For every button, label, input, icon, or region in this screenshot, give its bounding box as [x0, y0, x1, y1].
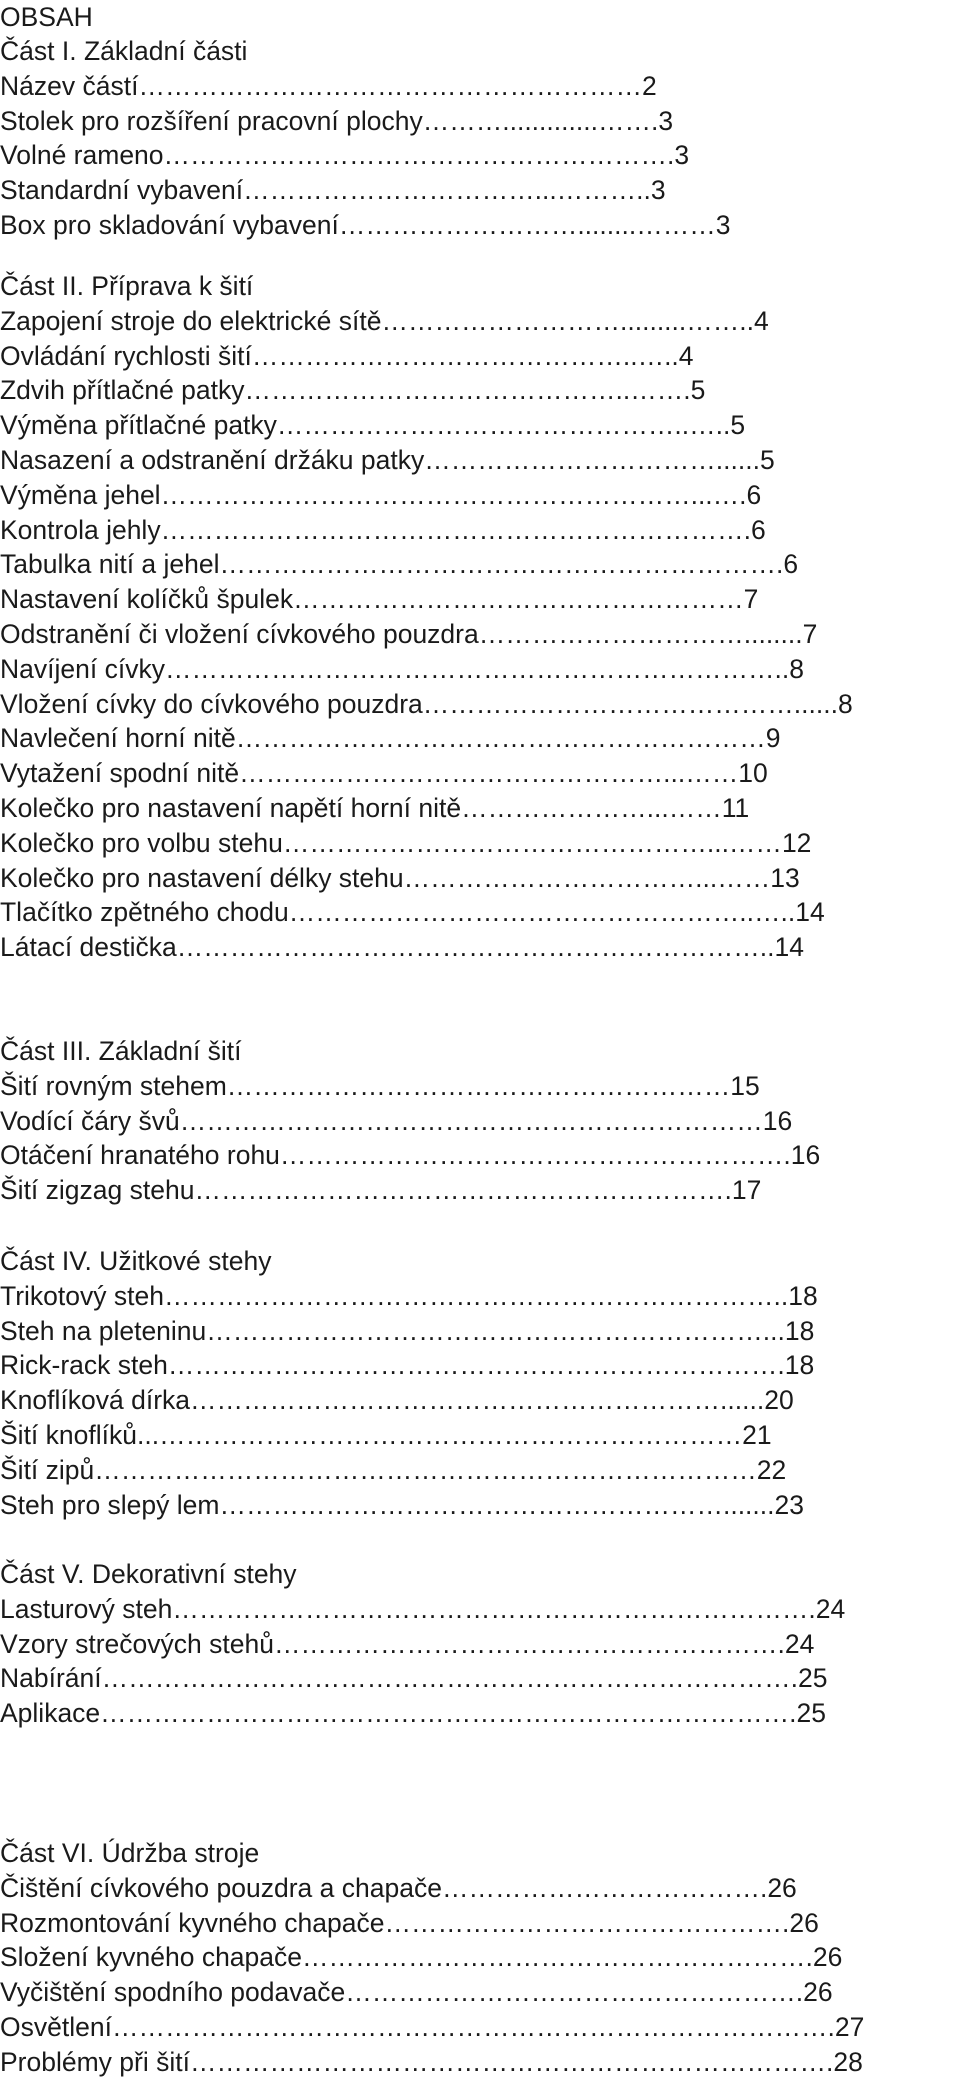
entry-title: Vytažení spodní nitě: [0, 758, 240, 788]
dot-leader: ………………………………………………….: [273, 1629, 785, 1659]
toc-entry[interactable]: [0, 861, 932, 896]
toc-entry[interactable]: [0, 1138, 932, 1173]
dot-leader: ……………………………………..……: [244, 375, 684, 405]
entry-title: Aplikace: [0, 1698, 101, 1728]
section-heading: Část IV. Užitkové stehy: [0, 1246, 272, 1276]
dot-leader: ………………………………………………….: [302, 1942, 813, 1972]
toc-entry[interactable]: [0, 1975, 932, 2010]
dot-leader: ……………………………….: [441, 1873, 768, 1903]
dot-leader: ……………………………………………………......: [190, 1385, 765, 1415]
page-number: 22: [756, 1455, 787, 1485]
entry-title: Rick-rack steh: [0, 1350, 168, 1380]
dot-leader: ……………………………………………………...….: [160, 480, 747, 510]
page-number: 14: [795, 897, 825, 927]
entry-title: Ovládání rychlosti šití: [0, 341, 252, 371]
page-number: 9: [765, 723, 781, 753]
toc-entry[interactable]: [0, 756, 932, 791]
toc-entry[interactable]: [0, 1940, 932, 1975]
page-number: 24: [784, 1629, 815, 1659]
page-number: 6: [783, 549, 799, 579]
section-heading: Část II. Příprava k šití: [0, 271, 254, 301]
page-number: 23: [774, 1490, 804, 1520]
toc-entry[interactable]: [0, 2045, 932, 2080]
toc-entry[interactable]: [0, 478, 932, 513]
toc-entry[interactable]: [0, 930, 932, 965]
entry-title: Výměna jehel: [0, 480, 161, 510]
page-number: 18: [784, 1350, 815, 1380]
document-title: OBSAH: [0, 2, 93, 32]
dot-leader: ……………………………………………………………………….: [111, 2012, 835, 2042]
toc-entry[interactable]: [0, 513, 932, 548]
toc-entry[interactable]: [0, 104, 932, 139]
toc-entry[interactable]: [0, 2010, 932, 2045]
page-number: 26: [789, 1908, 819, 1938]
dot-leader: …………………………………………………: [226, 1071, 731, 1101]
entry-title: Vložení cívky do cívkového pouzdra: [0, 689, 423, 719]
toc-entry[interactable]: [0, 1348, 932, 1383]
entry-title: Lasturový steh: [0, 1594, 173, 1624]
dot-leader: ……………………………………………………………….: [172, 1594, 816, 1624]
dot-leader: ……………………………………......: [422, 689, 838, 719]
toc-entry[interactable]: [0, 791, 932, 826]
entry-title: Šití zigzag stehu: [0, 1175, 195, 1205]
toc-entry[interactable]: [0, 826, 932, 861]
dot-leader: ………………………………………………………….: [160, 515, 751, 545]
toc-entry[interactable]: [0, 1314, 932, 1349]
dot-leader: ……………………………………………………….: [219, 549, 784, 579]
dot-leader: …………………………………………………………..: [176, 932, 775, 962]
toc-entry[interactable]: [0, 1383, 932, 1418]
page-number: 18: [788, 1281, 818, 1311]
entry-title: Vyčištění spodního podavače: [0, 1977, 346, 2007]
entry-title: Zdvih přítlačné patky: [0, 375, 245, 405]
entry-title: Stolek pro rozšíření pracovní plochy: [0, 106, 423, 136]
entry-title: Navlečení horní nitě: [0, 723, 236, 753]
page-number: 24: [815, 1594, 846, 1624]
page-number: 28: [833, 2047, 863, 2077]
toc-entry[interactable]: [0, 895, 932, 930]
dot-leader: ……………………………......: [424, 445, 760, 475]
page-number: 26: [812, 1942, 843, 1972]
page-number: 6: [750, 515, 766, 545]
dot-leader: ……………………………………………: [293, 584, 744, 614]
entry-title: Šití zipů: [0, 1455, 95, 1485]
dot-leader: ……………………………………….: [384, 1908, 790, 1938]
entry-title: Knoflíková dírka: [0, 1385, 191, 1415]
toc-entry[interactable]: [0, 1627, 932, 1662]
toc-entry[interactable]: [0, 1279, 932, 1314]
toc-entry[interactable]: [0, 1592, 932, 1627]
entry-title: Nasazení a odstranění držáku patky: [0, 445, 425, 475]
entry-title: Výměna přítlačné patky: [0, 410, 277, 440]
section-heading: Část I. Základní části: [0, 36, 248, 66]
toc-entry[interactable]: [0, 208, 932, 243]
dot-leader: ………………………………………………….: [279, 1140, 791, 1170]
dot-leader: ……….............……: [422, 106, 651, 136]
toc-entry[interactable]: [0, 1661, 932, 1696]
dot-leader: ……………………….........……..: [381, 306, 754, 336]
page-number: 26: [767, 1873, 797, 1903]
page-number: 16: [762, 1106, 793, 1136]
entry-title: Látací destička: [0, 932, 177, 962]
entry-title: Kolečko pro nastavení napětí horní nitě: [0, 793, 462, 823]
entry-title: Nastavení kolíčků špulek: [0, 584, 294, 614]
dot-leader: …………………………………………………………………….: [101, 1663, 799, 1693]
dot-leader: ………………………………………………………...: [206, 1316, 785, 1346]
entry-title: Kontrola jehly: [0, 515, 161, 545]
page-number: 16: [790, 1140, 821, 1170]
dot-leader: ……………………………...……: [403, 863, 771, 893]
entry-title: Rozmontování kyvného chapače: [0, 1908, 385, 1938]
dot-leader: …………………………………………………………….: [164, 654, 782, 684]
section-heading: Část V. Dekorativní stehy: [0, 1559, 297, 1589]
page-number: 21: [742, 1420, 772, 1450]
page-number: 17: [731, 1175, 762, 1205]
page-number: 15: [730, 1071, 760, 1101]
section-heading: Část III. Základní šití: [0, 1036, 242, 1066]
dot-leader: ……………………………………………………………..: [163, 1281, 789, 1311]
dot-leader: …………………………………………...……: [239, 758, 739, 788]
entry-title: Osvětlení: [0, 2012, 112, 2042]
entry-title: Problémy při šití: [0, 2047, 190, 2077]
page-number: 6: [746, 480, 762, 510]
dot-leader: ………………………………………………….......: [219, 1490, 775, 1520]
page-number: 20: [764, 1385, 794, 1415]
dot-leader: …………………………........: [478, 619, 803, 649]
page-number: .5: [683, 375, 706, 405]
toc-entry[interactable]: [0, 617, 932, 652]
page-number: 3: [650, 175, 666, 205]
dot-leader: ……………………………………..…..: [251, 341, 679, 371]
page-number: 3: [715, 210, 731, 240]
entry-title: Navíjení cívky: [0, 654, 165, 684]
toc-entry[interactable]: [0, 1104, 932, 1139]
entry-title: Šití knoflíků: [0, 1420, 137, 1450]
page-number: 10: [738, 758, 768, 788]
dot-leader: …………………………………………………………………….: [100, 1698, 797, 1728]
toc-entry[interactable]: [0, 547, 932, 582]
page-number: 13: [770, 863, 800, 893]
entry-title: Kolečko pro volbu stehu: [0, 828, 283, 858]
entry-title: Standardní vybavení: [0, 175, 244, 205]
dot-leader: …………………………………………………………….: [167, 1350, 785, 1380]
entry-title: Otáčení hranatého rohu: [0, 1140, 280, 1170]
page-number: 8: [837, 689, 853, 719]
toc-entry[interactable]: [0, 721, 932, 756]
dot-leader: …………………...……: [461, 793, 722, 823]
toc-entry[interactable]: [0, 1488, 932, 1523]
entry-title: Trikotový steh: [0, 1281, 164, 1311]
page-number: 4: [754, 306, 769, 336]
entry-title: Steh na pleteninu: [0, 1316, 207, 1346]
entry-title: Tabulka nití a jehel: [0, 549, 220, 579]
toc-entry[interactable]: [0, 1871, 932, 1906]
entry-title: Box pro skladování vybavení: [0, 210, 339, 240]
page-number: 26: [803, 1977, 833, 2007]
entry-title: Tlačítko zpětného chodu: [0, 897, 289, 927]
toc-entry[interactable]: [0, 582, 932, 617]
page-number: 25: [798, 1663, 828, 1693]
entry-title: Volné rameno: [0, 140, 164, 170]
toc-entry[interactable]: [0, 687, 932, 722]
dot-leader: ………………………........………: [338, 210, 716, 240]
toc-entry[interactable]: [0, 304, 932, 339]
dot-leader: ……………………………………………..…..: [288, 897, 796, 927]
page-number: 25: [796, 1698, 827, 1728]
toc-entry[interactable]: [0, 652, 932, 687]
dot-leader: ……………………………………………………………….: [189, 2047, 834, 2077]
toc-entry[interactable]: [0, 1069, 932, 1104]
page-number: .3: [650, 106, 674, 136]
entry-title: Složení kyvného chapače: [0, 1942, 303, 1972]
page-number: 7: [743, 584, 759, 614]
toc-entry[interactable]: [0, 339, 932, 374]
dot-leader: ………………………………………..….: [276, 410, 724, 440]
dot-leader: ……………………………...………..: [243, 175, 651, 205]
toc-entry[interactable]: [0, 373, 932, 408]
toc-entry[interactable]: [0, 1696, 932, 1731]
entry-title: Steh pro slepý lem: [0, 1490, 220, 1520]
toc-entry[interactable]: [0, 173, 932, 208]
entry-title: Nabírání: [0, 1663, 102, 1693]
toc-entry[interactable]: [0, 1906, 932, 1941]
toc-entry[interactable]: [0, 1453, 932, 1488]
page-number: 4: [678, 341, 694, 371]
page-number: 11: [721, 793, 750, 823]
entry-title: Název částí: [0, 71, 139, 101]
toc-entry[interactable]: [0, 138, 932, 173]
entry-title: Zapojení stroje do elektrické sítě: [0, 306, 382, 336]
page-number: 5: [759, 445, 775, 475]
dot-leader: …………………………………………...……: [282, 828, 782, 858]
entry-title: Čištění cívkového pouzdra a chapače: [0, 1873, 442, 1903]
toc-entry[interactable]: [0, 443, 932, 478]
toc-entry[interactable]: [0, 1418, 932, 1453]
dot-leader: ...…………………………………………………………: [136, 1420, 743, 1450]
dot-leader: …………………………………………………………………: [94, 1455, 757, 1485]
page-number: 7: [802, 619, 818, 649]
entry-title: Vzory strečových stehů: [0, 1629, 274, 1659]
dot-leader: …………………………………………………….: [194, 1175, 732, 1205]
page-number: 3: [674, 140, 690, 170]
entry-title: Odstranění či vložení cívkového pouzdra: [0, 619, 479, 649]
toc-entry[interactable]: [0, 1173, 932, 1208]
page-number: .5: [723, 410, 746, 440]
dot-leader: …………………………………………………: [138, 71, 642, 101]
dot-leader: ……………………………………………………: [235, 723, 766, 753]
page-number: 14: [774, 932, 804, 962]
section-heading: Část VI. Údržba stroje: [0, 1838, 260, 1868]
page-number: 12: [781, 828, 812, 858]
entry-title: Kolečko pro nastavení délky stehu: [0, 863, 404, 893]
dot-leader: …………………………………………….: [345, 1977, 804, 2007]
page-number: .8: [781, 654, 804, 684]
toc-entry[interactable]: [0, 408, 932, 443]
dot-leader: ………………………………………………….: [163, 140, 675, 170]
dot-leader: …………………………………………………………: [179, 1106, 763, 1136]
page-number: 27: [834, 2012, 865, 2042]
toc-entry[interactable]: [0, 69, 932, 104]
entry-title: Vodící čáry švů: [0, 1106, 180, 1136]
entry-title: Šití rovným stehem: [0, 1071, 227, 1101]
page-number: 18: [784, 1316, 815, 1346]
page-number: 2: [641, 71, 657, 101]
